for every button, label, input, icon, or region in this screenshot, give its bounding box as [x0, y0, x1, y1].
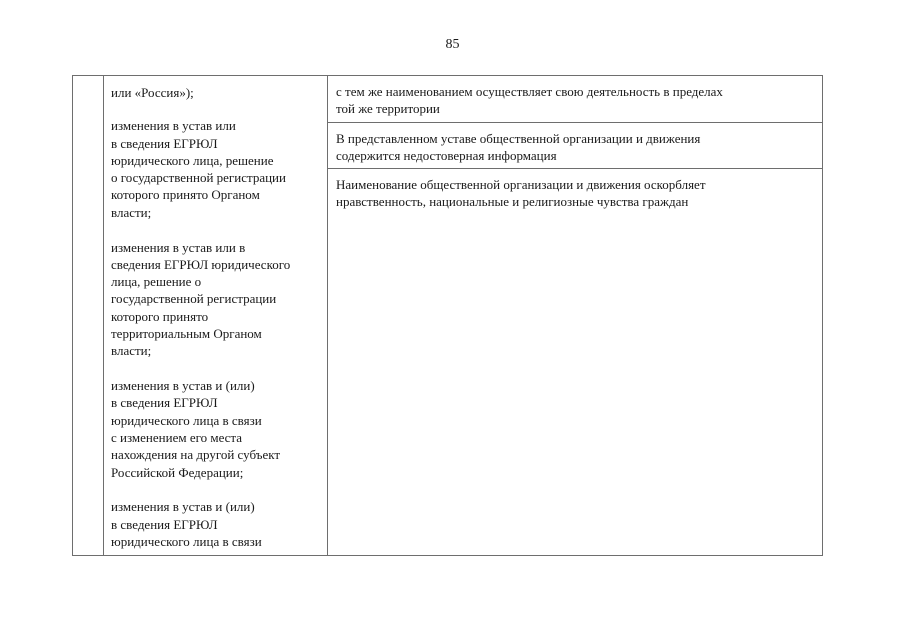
page-number: 85: [445, 37, 460, 52]
right-cell-2: В представленном уставе общественной организации и движения содержится недостоверная информация: [328, 123, 822, 169]
left-text-4: изменения в устав и (или) в сведения ЕГРЮЛ юридического лица в связи с изменением его места нахождения на другой субъект Российской Федерации;: [111, 378, 281, 480]
row-number-cell: [73, 76, 104, 555]
right-column: [328, 76, 822, 555]
left-text-3: изменения в устав или в сведения ЕГРЮЛ юридического лица, решение о государственной регистрации которого принято территориальным Органом власти;: [111, 239, 291, 359]
left-text-1: или «Россия»);: [111, 85, 194, 100]
left-column-cell: [104, 76, 328, 555]
right-cell-1: с тем же наименованием осуществляет свою деятельность в пределах той же территории: [328, 76, 822, 123]
left-text-2: изменения в устав или в сведения ЕГРЮЛ юридического лица, решение о государственной регистрации которого принято Органом власти;: [111, 118, 286, 220]
right-cell-3: Наименование общественной организации и движения оскорбляет нравственность, национальные и религиозные чувства граждан: [336, 177, 706, 210]
left-text-5: изменения в устав и (или) в сведения ЕГРЮЛ юридического лица в связи: [111, 499, 262, 550]
requirements-table: [72, 75, 823, 556]
